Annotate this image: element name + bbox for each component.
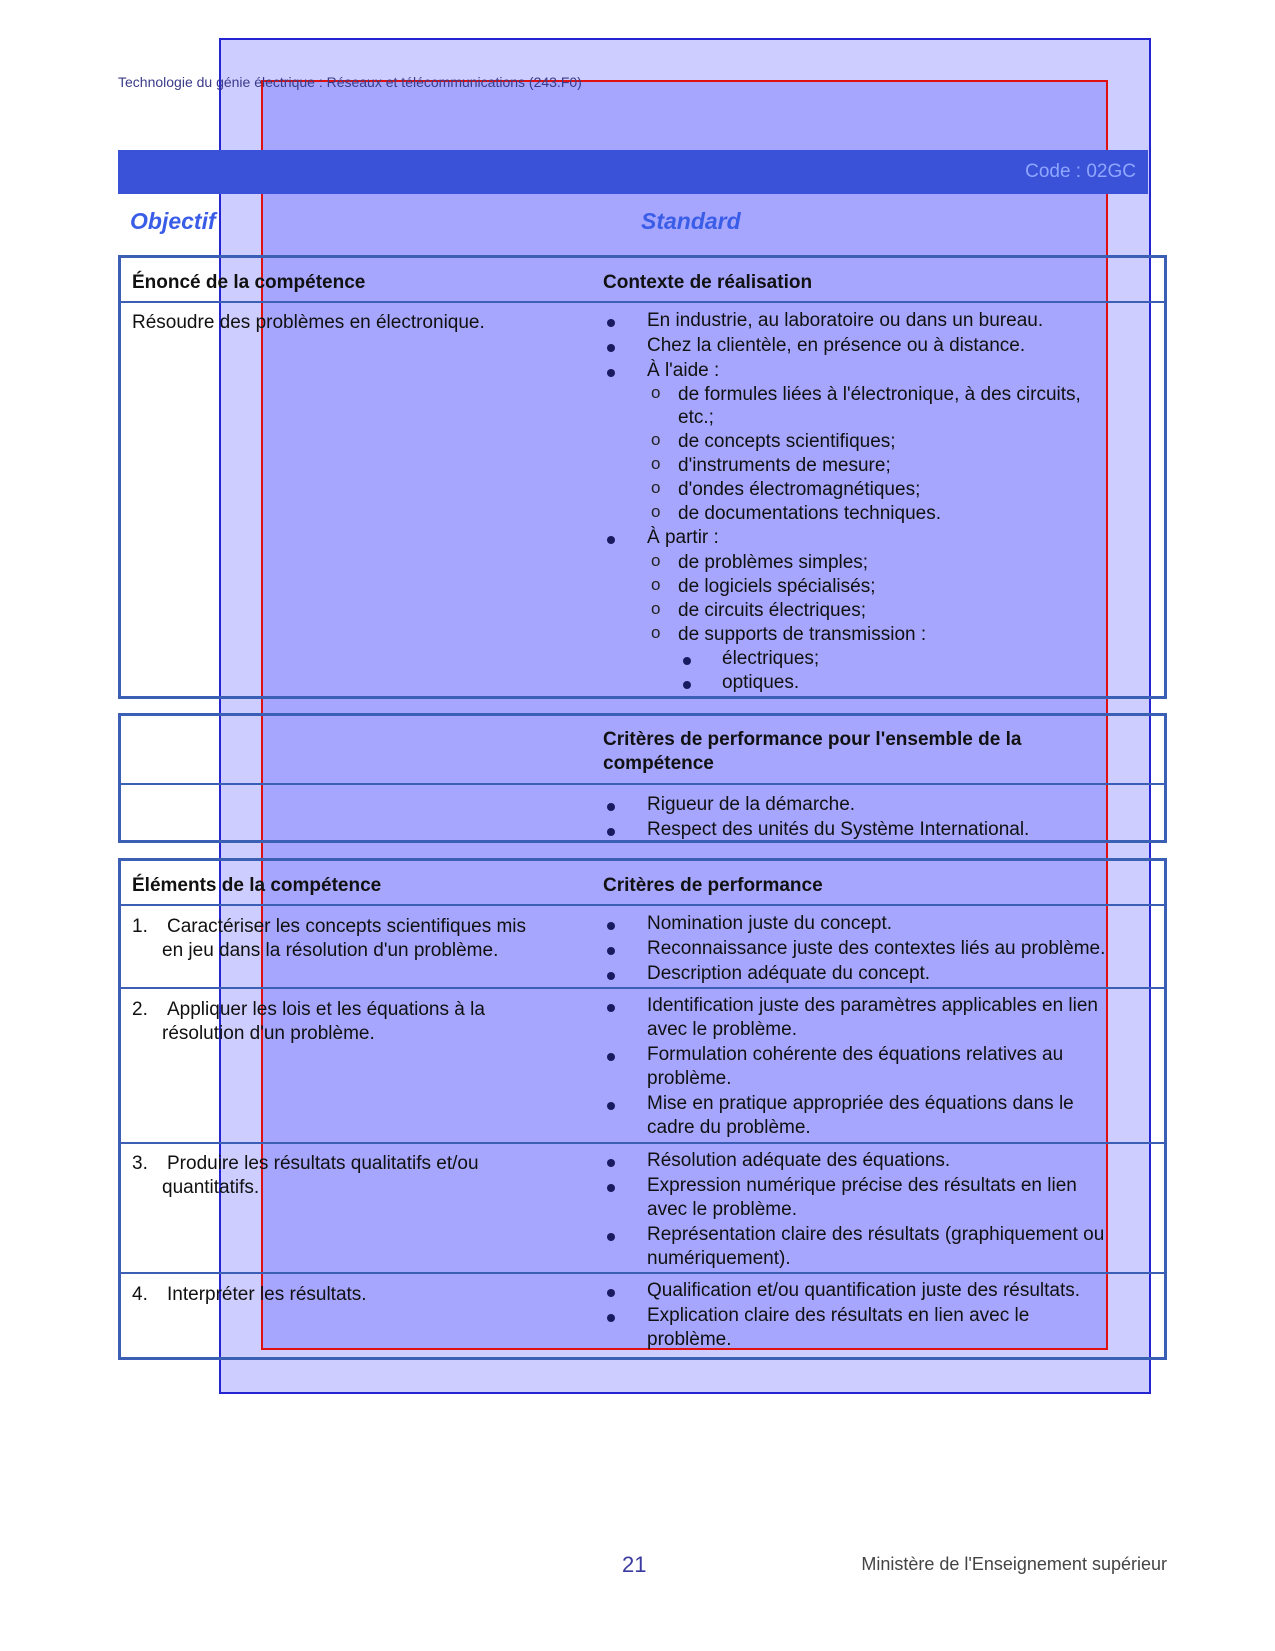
overall-criteria-header: Critères de performance pour l'ensemble de la	[603, 729, 1022, 750]
context-item: En industrie, au laboratoire ou dans un bureau.	[647, 310, 1044, 331]
overall-criteria-header-cont: compétence	[603, 753, 714, 774]
bullet	[607, 536, 615, 544]
context-subitem: d'instruments de mesure;	[678, 455, 891, 476]
statement-header: Énoncé de la compétence	[132, 272, 366, 293]
competency-code: Code : 02GC	[1025, 161, 1136, 182]
context-subitem: de logiciels spécialisés;	[678, 576, 876, 597]
sub-bullet: o	[651, 575, 661, 594]
bullet	[607, 1004, 615, 1012]
row-divider	[121, 1142, 1164, 1144]
criterion: Nomination juste du concept.	[647, 913, 893, 934]
context-item: À partir :	[647, 527, 719, 548]
criterion: Explication claire des résultats en lien avec le	[647, 1305, 1030, 1326]
criterion: Identification juste des paramètres applicables en lien	[647, 995, 1098, 1016]
sub-bullet: o	[651, 383, 661, 402]
context-subitem: de supports de transmission :	[678, 624, 927, 645]
competency-statement: Résoudre des problèmes en électronique.	[132, 312, 485, 333]
criterion: Description adéquate du concept.	[647, 963, 931, 984]
criterion: Qualification et/ou quantification juste des résultats.	[647, 1280, 1081, 1301]
sub-bullet: o	[651, 454, 661, 473]
criterion-cont: cadre du problème.	[647, 1117, 811, 1138]
elements-header: Éléments de la compétence	[132, 875, 382, 896]
bullet	[607, 344, 615, 352]
criterion-cont: problème.	[647, 1329, 732, 1350]
bullet	[607, 319, 615, 327]
bullet	[607, 972, 615, 980]
sub-bullet: o	[651, 502, 661, 521]
criterion-cont: problème.	[647, 1068, 732, 1089]
criterion: Formulation cohérente des équations relatives au	[647, 1044, 1064, 1065]
footer-organization: Ministère de l'Enseignement supérieur	[861, 1554, 1167, 1574]
context-item: Chez la clientèle, en présence ou à distance.	[647, 335, 1026, 356]
elements-criteria-box	[118, 858, 1167, 1360]
bullet	[607, 828, 615, 836]
page-number: 21	[622, 1552, 647, 1577]
criteria-header: Critères de performance	[603, 875, 823, 896]
criterion-cont: avec le problème.	[647, 1199, 797, 1220]
criterion: Résolution adéquate des équations.	[647, 1150, 951, 1171]
element-text: quantitatifs.	[162, 1177, 260, 1198]
criterion: Expression numérique précise des résultats en lien	[647, 1175, 1077, 1196]
context-subitem: de circuits électriques;	[678, 600, 866, 621]
header-divider	[121, 783, 1164, 785]
context-subsubitem: électriques;	[722, 648, 820, 669]
sub-bullet: o	[651, 430, 661, 449]
competency-statement-box	[118, 255, 1167, 699]
sub-bullet: o	[651, 551, 661, 570]
context-subitem: de concepts scientifiques;	[678, 431, 896, 452]
element-text: résolution d'un problème.	[162, 1023, 375, 1044]
element-number: 4.	[132, 1284, 148, 1305]
bullet	[607, 369, 615, 377]
bullet	[683, 681, 691, 689]
overall-criterion: Rigueur de la démarche.	[647, 794, 856, 815]
context-subitem: de documentations techniques.	[678, 503, 942, 524]
standard-label: Standard	[641, 208, 741, 234]
header-divider	[121, 904, 1164, 906]
row-divider	[121, 987, 1164, 989]
code-band	[118, 150, 1148, 194]
sub-bullet: o	[651, 478, 661, 497]
bullet	[607, 1159, 615, 1167]
criterion: Reconnaissance juste des contextes liés au problème.	[647, 938, 1106, 959]
overall-criteria-box	[118, 713, 1167, 843]
criterion-cont: avec le problème.	[647, 1019, 797, 1040]
context-subitem: de problèmes simples;	[678, 552, 869, 573]
bullet	[607, 1184, 615, 1192]
element-text: Caractériser les concepts scientifiques mis	[167, 916, 527, 937]
element-text: Interpréter les résultats.	[167, 1284, 367, 1305]
header-divider	[121, 301, 1164, 303]
criterion-cont: numériquement).	[647, 1248, 791, 1269]
bullet	[607, 1314, 615, 1322]
objective-label: Objectif	[130, 208, 216, 234]
overall-criterion: Respect des unités du Système International.	[647, 819, 1030, 840]
bullet	[683, 657, 691, 665]
row-divider	[121, 1272, 1164, 1274]
element-number: 1.	[132, 916, 148, 937]
bullet	[607, 803, 615, 811]
element-number: 3.	[132, 1153, 148, 1174]
running-head: Technologie du génie électrique : Réseaux et télécommunications (243.F0)	[118, 74, 582, 90]
criterion: Représentation claire des résultats (graphiquement ou	[647, 1224, 1105, 1245]
bullet	[607, 1102, 615, 1110]
element-text: Appliquer les lois et les équations à la	[167, 999, 485, 1020]
bullet	[607, 1053, 615, 1061]
sub-bullet: o	[651, 623, 661, 642]
bullet	[607, 947, 615, 955]
bullet	[607, 1289, 615, 1297]
element-number: 2.	[132, 999, 148, 1020]
context-subitem: d'ondes électromagnétiques;	[678, 479, 921, 500]
bullet	[607, 922, 615, 930]
element-text: en jeu dans la résolution d'un problème.	[162, 940, 499, 961]
element-text: Produire les résultats qualitatifs et/ou	[167, 1153, 479, 1174]
context-subitem: de formules liées à l'électronique, à des circuits,	[678, 384, 1081, 405]
criterion: Mise en pratique appropriée des équations dans le	[647, 1093, 1074, 1114]
context-item: À l'aide :	[647, 360, 720, 381]
context-header: Contexte de réalisation	[603, 272, 813, 293]
bullet	[607, 1233, 615, 1241]
context-subitem: etc.;	[678, 407, 714, 428]
sub-bullet: o	[651, 599, 661, 618]
context-subsubitem: optiques.	[722, 672, 800, 693]
